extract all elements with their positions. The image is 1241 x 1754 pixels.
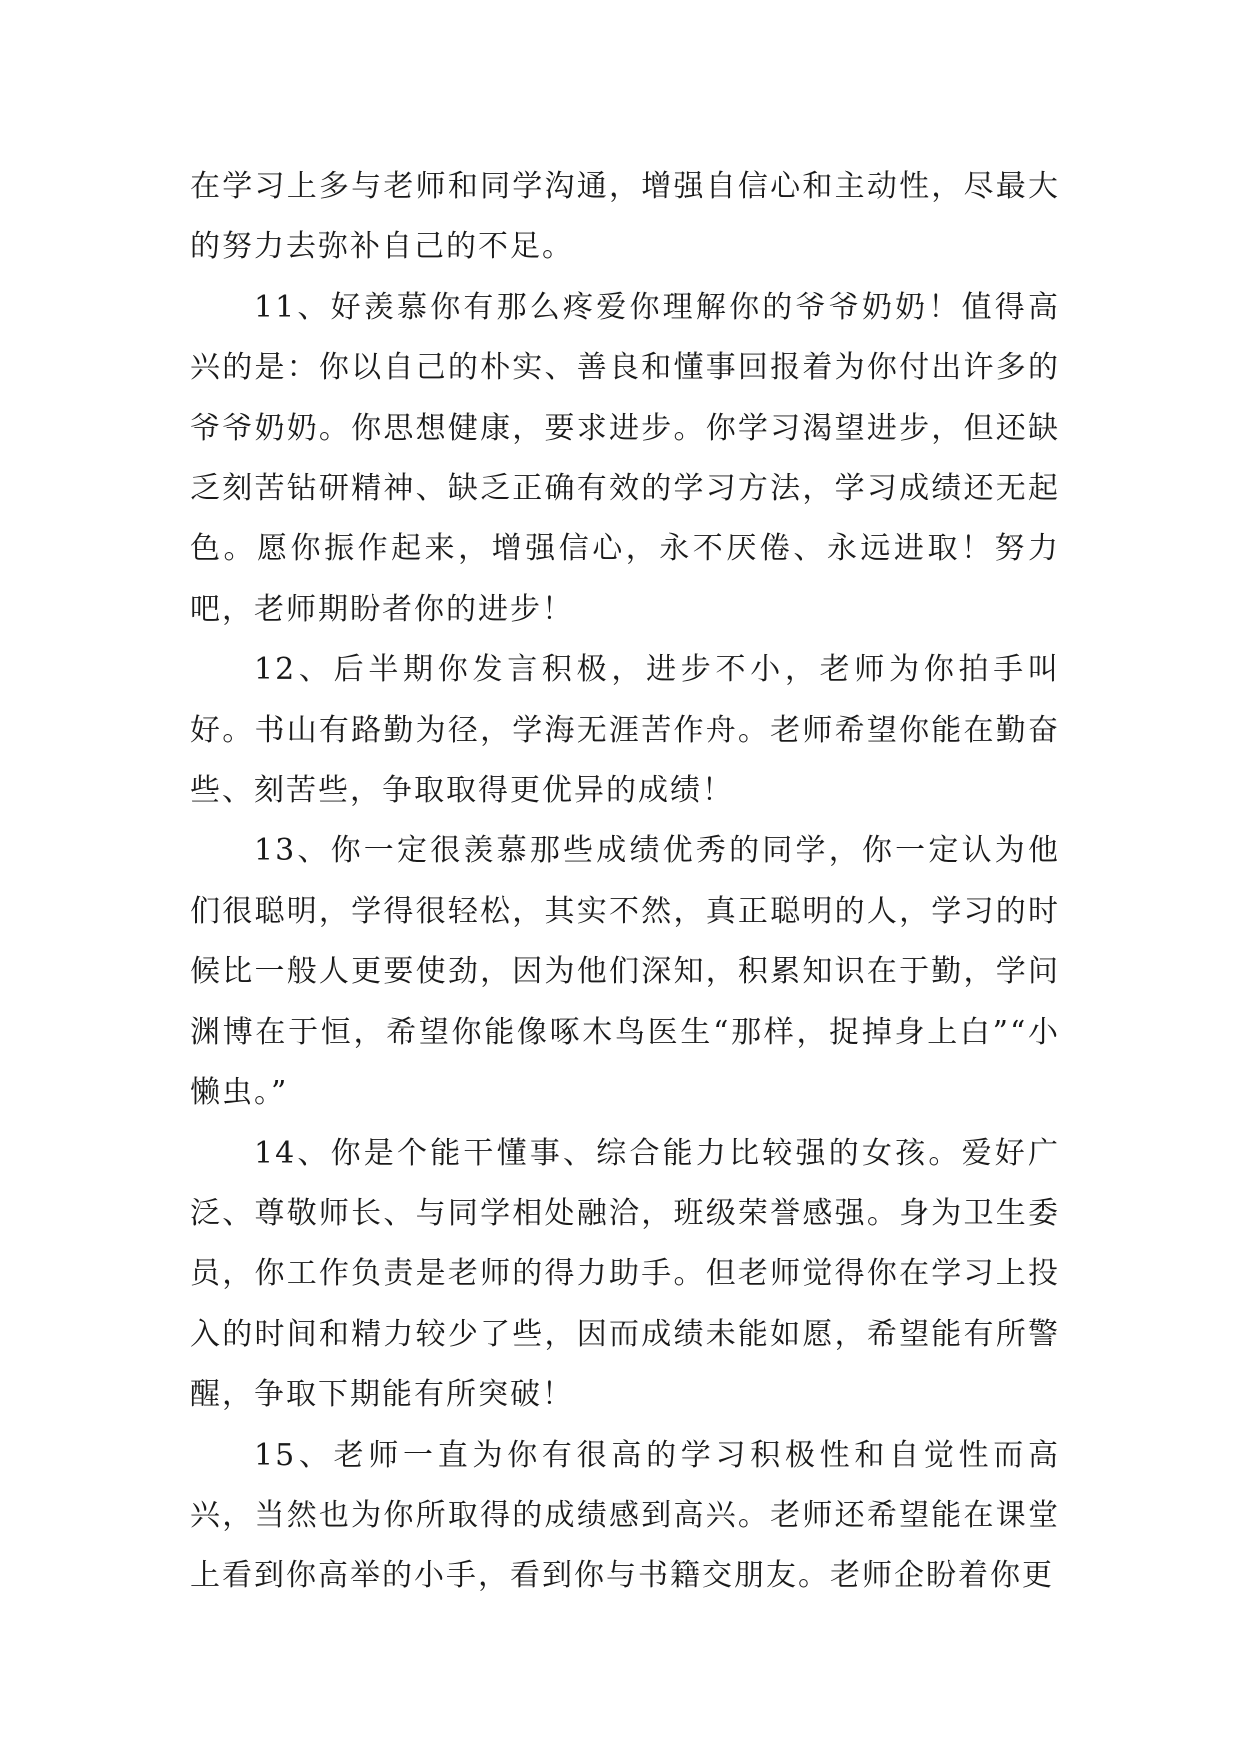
paragraph-comment-11: 11、好羡慕你有那么疼爱你理解你的爷爷奶奶！值得高兴的是：你以自己的朴实、善良和懂事回报着为你付出许多的爷爷奶奶。你思想健康，要求进步。你学习渴望进步，但还缺乏刻苦钻研精神、缺乏正确有效的学习方法，学习成绩还无起色。愿你振作起来，增强信心，永不厌倦、永远进取！努力吧，老师期盼者你的进步！ [190, 289, 1060, 627]
paragraph-comment-12: 12、后半期你发言积极，进步不小，老师为你拍手叫好。书山有路勤为径，学海无涯苦作舟。老师希望你能在勤奋些、刻苦些，争取取得更优异的成绩！ [190, 652, 1060, 809]
paragraph-comment-15: 15、老师一直为你有很高的学习积极性和自觉性而高兴，当然也为你所取得的成绩感到高兴。老师还希望能在课堂上看到你高举的小手，看到你与书籍交朋友。老师企盼着你更 [190, 1437, 1060, 1594]
paragraph-comment-14: 14、你是个能干懂事、综合能力比较强的女孩。爱好广泛、尊敬师长、与同学相处融洽，班级荣誉感强。身为卫生委员，你工作负责是老师的得力助手。但老师觉得你在学习上投入的时间和精力较少了些，因而成绩未能如愿，希望能有所警醒，争取下期能有所突破！ [190, 1135, 1060, 1413]
paragraph-continuation: 在学习上多与老师和同学沟通，增强自信心和主动性，尽最大的努力去弥补自己的不足。 [190, 169, 1060, 265]
paragraph-comment-13: 13、你一定很羡慕那些成绩优秀的同学，你一定认为他们很聪明，学得很轻松，其实不然，真正聪明的人，学习的时候比一般人更要使劲，因为他们深知，积累知识在于勤，学问渊博在于恒，希望你能像啄木鸟医生“那样，捉掉身上白”“小懒虫。” [190, 833, 1060, 1111]
document-body [190, 157, 1060, 1607]
